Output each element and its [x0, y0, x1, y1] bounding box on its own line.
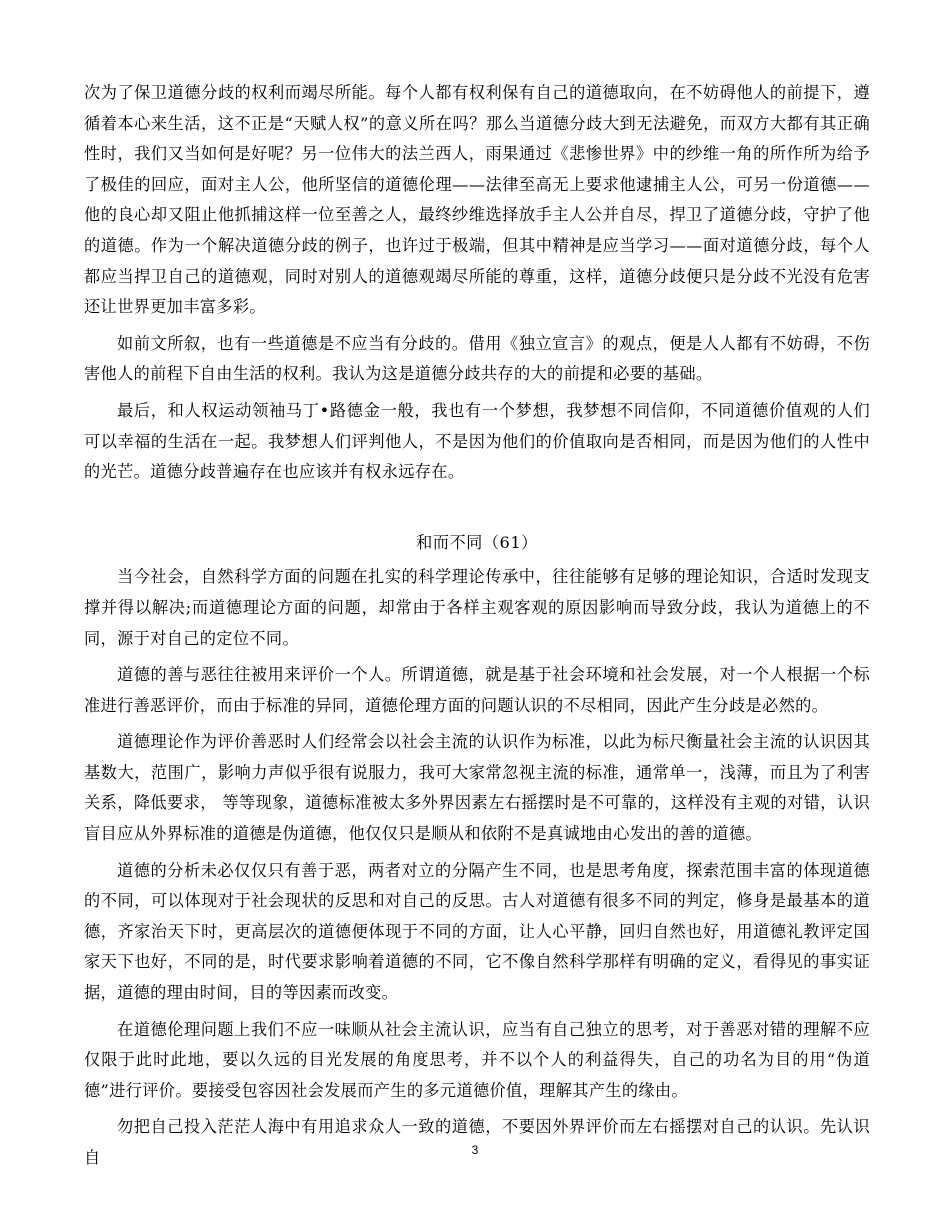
paragraph-body: 道德理论作为评价善恶时人们经常会以社会主流的认识作为标准，以此为标尺衡量社会主流的认识因其基数大，范围广，影响力声似乎很有说服力，我可大家常忽视主流的标准，通常单一，浅薄，而且为了利害关系，降低要求， 等等现象，道德标准被太多外界因素左右摇摆时是不可靠的，这样没有主观的对错，认识盲目应从外界标准的道德是伪道德，他仅仅只是顺从和依附不是真诚地由心发出的善的道德。	[84, 732, 870, 844]
page-number: 3	[471, 1143, 479, 1157]
paragraph-body: 道德的分析未必仅仅只有善于恶，两者对立的分隔产生不同，也是思考角度，探索范围丰富的体现道德的不同，可以体现对于社会现状的反思和对自己的反思。古人对道德有很多不同的判定，修身是最基本的道德，齐家治天下时，更高层次的道德便体现于不同的方面，让人心平静，回归自然也好，用道德礼教评定国家天下也好，不同的是，时代要求影响着道德的不同，它不像自然科学那样有明确的定义，看得见的事实证据，道德的理由时间，目的等因素而改变。	[84, 860, 870, 1003]
essay-title: 和而不同（61）	[416, 532, 538, 552]
paragraph-body: 当今社会，自然科学方面的问题在扎实的科学理论传承中，往往能够有足够的理论知识，合适时发现支撑并得以解决;而道德理论方面的问题，却常由于各样主观客观的原因影响而导致分歧，我认为道德上的不同，源于对自己的定位不同。	[84, 567, 870, 648]
document-page	[84, 78, 870, 1180]
paragraph-body: 最后，和人权运动领袖马丁•路德金一般，我也有一个梦想，我梦想不同信仰，不同道德价值观的人们可以幸福的生活在一起。我梦想人们评判他人，不是因为他们的价值取向是否相同，而是因为他们的人性中的光芒。道德分歧普遍存在也应该并有权永远存在。	[84, 400, 870, 482]
paragraph-body: 道德的善与恶往往被用来评价一个人。所谓道德，就是基于社会环境和社会发展，对一个人根据一个标准进行善恶评价，而由于标准的异同，道德伦理方面的问题认识的不尽相同，因此产生分歧是必然的。	[84, 665, 870, 715]
paragraph-body: 勿把自己投入茫茫人海中有用追求众人一致的道德，不要因外界评价而左右摇摆对自己的认识。先认识自	[84, 1117, 870, 1167]
paragraph-body: 如前文所叙，也有一些道德是不应当有分歧的。借用《独立宣言》的观点，便是人人都有不妨碍，不伤害他人的前程下自由生活的权利。我认为这是道德分歧共存的大的前提和必要的基础。	[84, 333, 870, 384]
paragraph-body: 在道德伦理问题上我们不应一味顺从社会主流认识，应当有自己独立的思考，对于善恶对错的理解不应仅限于此时此地，要以久远的目光发展的角度思考，并不以个人的利益得失，自己的功名为目的用“伪道德”进行评价。要接受包容因社会发展而产生的多元道德价值，理解其产生的缘由。	[84, 1019, 870, 1100]
paragraph-continuation: 次为了保卫道德分歧的权利而竭尽所能。每个人都有权利保有自己的道德取向，在不妨碍他人的前提下，遵循着本心来生活，这不正是“天赋人权”的意义所在吗？那么当道德分歧大到无法避免，而双方大都有其正确性时，我们又当如何是好呢？另一位伟大的法兰西人，雨果通过《悲惨世界》中的纱维一角的所作所为给予了极佳的回应，面对主人公，他所坚信的道德伦理——法律至高无上要求他逮捕主人公，可另一份道德——他的良心却又阻止他抓捕这样一位至善之人，最终纱维选择放手主人公并自尽，捍卫了道德分歧，守护了他的道德。作为一个解决道德分歧的例子，也许过于极端，但其中精神是应当学习——面对道德分歧，每个人都应当捍卫自己的道德观，同时对别人的道德观竭尽所能的尊重，这样，道德分歧便只是分歧不光没有危害还让世界更加丰富多彩。	[84, 83, 870, 317]
